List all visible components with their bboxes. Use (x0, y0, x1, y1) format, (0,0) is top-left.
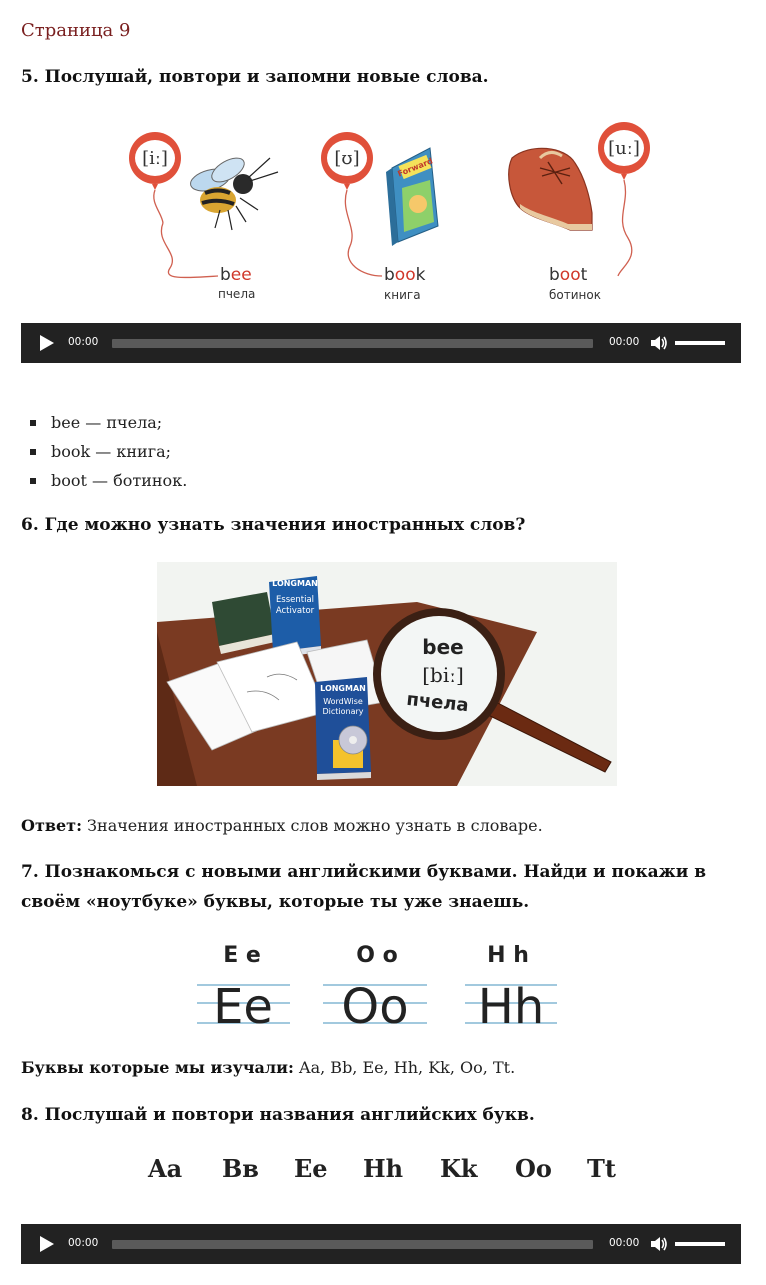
svg-text:Hh: Hh (477, 979, 545, 1035)
svg-text:WordWise: WordWise (323, 697, 363, 706)
svg-text:Essential: Essential (275, 595, 315, 605)
svg-text:LONGMAN: LONGMAN (320, 684, 366, 693)
svg-text:Dictionary: Dictionary (322, 707, 364, 716)
duration-time: 00:00 (609, 336, 640, 348)
exercise-5-heading: 5. Послушай, повтори и запомни новые слова. (21, 67, 489, 87)
letter-tt: Tt (587, 1154, 616, 1183)
svg-text:Activator: Activator (275, 606, 315, 616)
ipa-oo-short: [ʊ] (334, 148, 360, 169)
magnifier-translation: пчела (405, 688, 470, 717)
vocab-list (30, 408, 187, 495)
volume-icon[interactable] (649, 333, 669, 353)
alphabet-letters-illustration (140, 1148, 630, 1196)
page-title: Страница 9 (21, 20, 131, 41)
book-cover-text: Forward (396, 156, 435, 179)
answer-text: Значения иностранных слов можно узнать в словаре. (81, 816, 543, 835)
exercise-7-heading: 7. Познакомься с новыми английскими буквами. Найди и покажи в своём «ноутбуке» буквы, которые ты уже знаешь. (21, 862, 707, 912)
translation-book: книга (384, 288, 421, 302)
seek-bar[interactable] (112, 339, 593, 348)
balloon-oo-long-icon (598, 122, 650, 276)
letter-oo: Oo (515, 1154, 552, 1183)
boot-icon (509, 148, 592, 230)
svg-text:Ee: Ee (213, 979, 273, 1035)
audio-player-2 (21, 1224, 741, 1264)
book-icon (386, 148, 438, 246)
studied-letters (21, 1055, 515, 1081)
word-boot: boot (549, 265, 588, 285)
longman-wordwise-book-icon (315, 677, 371, 780)
volume-slider[interactable] (675, 1242, 725, 1246)
current-time: 00:00 (68, 336, 99, 348)
play-button[interactable] (40, 335, 54, 351)
new-words-illustration (100, 118, 680, 313)
translation-bee: пчела (218, 287, 256, 301)
ipa-oo-long: [uː] (608, 138, 640, 159)
letter-aa: Aa (148, 1154, 183, 1183)
magnifier-ipa: [biː] (422, 663, 464, 687)
audio-player-1 (21, 323, 741, 363)
balloon-oo-short-icon (321, 132, 382, 276)
letter-ee: Ee (294, 1154, 328, 1183)
svg-text:E e: E e (223, 943, 261, 968)
volume-slider[interactable] (675, 341, 725, 345)
letter-hh: Hh (363, 1154, 404, 1183)
list-item: boot — ботинок. (30, 466, 187, 495)
current-time: 00:00 (68, 1237, 99, 1249)
translation-boot: ботинок (549, 288, 601, 302)
magnifier-word: bee (422, 635, 464, 659)
new-letters-illustration (195, 935, 565, 1035)
letter-bb: Bв (222, 1154, 259, 1183)
play-button[interactable] (40, 1236, 54, 1252)
studied-label: Буквы которые мы изучали: (21, 1058, 294, 1077)
ipa-ee: [iː] (142, 148, 168, 169)
seek-bar[interactable] (112, 1240, 593, 1249)
svg-text:LONGMAN: LONGMAN (272, 579, 318, 588)
word-bee: bee (220, 265, 252, 285)
exercise-6-heading: 6. Где можно узнать значения иностранных слов? (21, 515, 526, 535)
svg-text:H h: H h (487, 943, 529, 968)
word-book: book (384, 265, 426, 285)
svg-text:O o: O o (356, 943, 398, 968)
letter-kk: Kk (440, 1154, 478, 1183)
exercise-8-heading: 8. Послушай и повтори названия английских букв. (21, 1105, 535, 1125)
duration-time: 00:00 (609, 1237, 640, 1249)
dictionary-photo (157, 562, 617, 786)
answer-label: Ответ: (21, 816, 82, 835)
bee-icon (188, 153, 278, 230)
list-item: book — книга; (30, 437, 187, 466)
svg-text:Oo: Oo (341, 979, 409, 1035)
studied-text: Aa, Bb, Ee, Hh, Kk, Oo, Tt. (293, 1058, 516, 1077)
answer-6 (21, 813, 543, 839)
volume-icon[interactable] (649, 1234, 669, 1254)
list-item: bee — пчела; (30, 408, 187, 437)
